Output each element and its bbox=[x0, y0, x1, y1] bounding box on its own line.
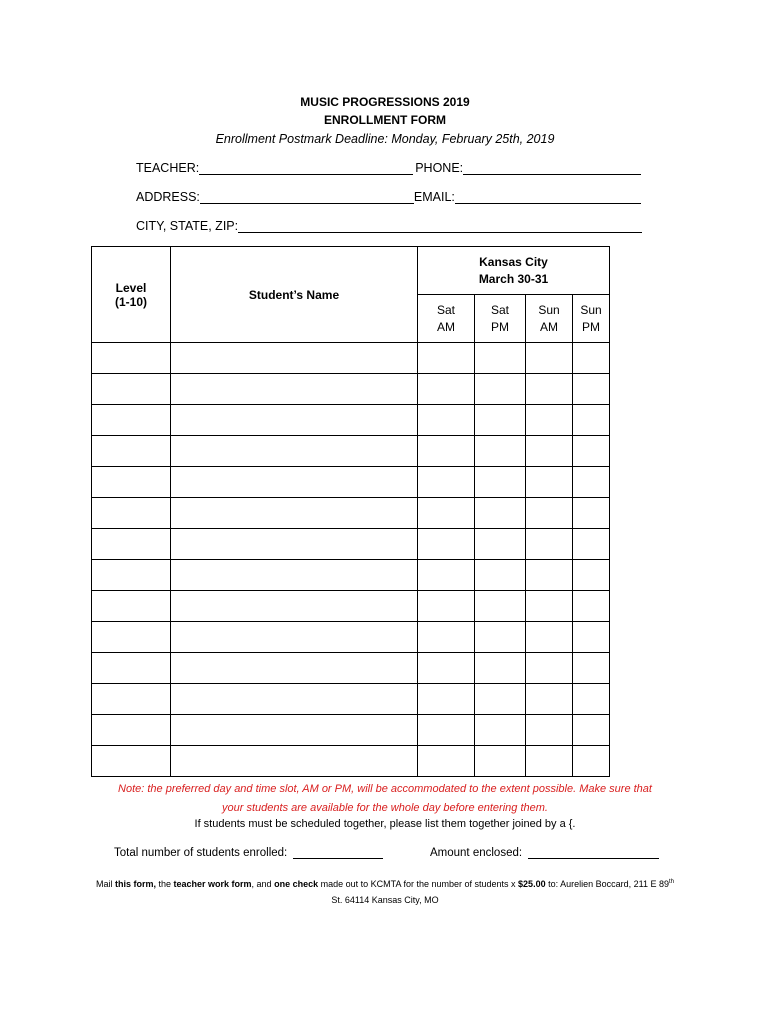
slot-header bbox=[475, 295, 526, 343]
mail-bold-3: one check bbox=[274, 879, 319, 889]
sat-pm-cell[interactable] bbox=[475, 405, 526, 436]
table-row bbox=[92, 343, 610, 374]
city-field[interactable] bbox=[238, 220, 642, 233]
student-name-cell[interactable] bbox=[171, 715, 418, 746]
email-field[interactable] bbox=[455, 191, 641, 204]
phone-label: PHONE: bbox=[415, 161, 464, 175]
mailing-line2: St. 64114 Kansas City, MO bbox=[331, 895, 439, 905]
sun-pm-cell[interactable] bbox=[573, 405, 610, 436]
sat-pm-cell[interactable] bbox=[475, 715, 526, 746]
sun-am-cell[interactable] bbox=[526, 405, 573, 436]
student-name-cell[interactable] bbox=[171, 591, 418, 622]
city-row bbox=[136, 219, 642, 233]
total-enrolled-row bbox=[114, 846, 383, 859]
total-enrolled-label: Total number of students enrolled: bbox=[114, 847, 288, 859]
level-header bbox=[92, 247, 171, 343]
sun-am-cell[interactable] bbox=[526, 684, 573, 715]
level-header-line2: (1-10) bbox=[114, 294, 147, 309]
sun-am-cell[interactable] bbox=[526, 343, 573, 374]
mailing-line1 bbox=[0, 874, 770, 892]
slot-time: AM bbox=[437, 319, 455, 334]
mail-bold-4: $25.00 bbox=[518, 879, 546, 889]
sun-pm-cell[interactable] bbox=[573, 498, 610, 529]
sat-pm-cell[interactable] bbox=[475, 529, 526, 560]
student-name-cell[interactable] bbox=[171, 746, 418, 777]
sat-pm-cell[interactable] bbox=[475, 343, 526, 374]
sat-pm-cell[interactable] bbox=[475, 653, 526, 684]
form-subtitle: ENROLLMENT FORM bbox=[324, 113, 446, 127]
sat-pm-cell[interactable] bbox=[475, 560, 526, 591]
sun-am-cell[interactable] bbox=[526, 467, 573, 498]
sat-am-cell[interactable] bbox=[418, 715, 475, 746]
level-cell[interactable] bbox=[92, 498, 171, 529]
mail-text-3: , and bbox=[251, 879, 275, 889]
sun-pm-cell[interactable] bbox=[573, 436, 610, 467]
mail-text-5: to: Aurelien Boccard, 211 E 89 bbox=[545, 879, 669, 889]
location-header bbox=[418, 247, 610, 295]
sat-am-cell[interactable] bbox=[418, 436, 475, 467]
student-name-cell[interactable] bbox=[171, 622, 418, 653]
table-row bbox=[92, 622, 610, 653]
student-name-cell[interactable] bbox=[171, 684, 418, 715]
table-row bbox=[92, 684, 610, 715]
sun-pm-cell[interactable] bbox=[573, 622, 610, 653]
student-name-cell[interactable] bbox=[171, 467, 418, 498]
sat-am-cell[interactable] bbox=[418, 374, 475, 405]
mail-superscript: th bbox=[669, 879, 675, 885]
sun-am-cell[interactable] bbox=[526, 374, 573, 405]
table-row bbox=[92, 560, 610, 591]
student-name-cell[interactable] bbox=[171, 374, 418, 405]
sat-am-cell[interactable] bbox=[418, 746, 475, 777]
sun-am-cell[interactable] bbox=[526, 715, 573, 746]
slot-header bbox=[526, 295, 573, 343]
slot-day: Sun bbox=[580, 302, 602, 317]
sun-pm-cell[interactable] bbox=[573, 591, 610, 622]
sun-am-cell[interactable] bbox=[526, 622, 573, 653]
student-name-cell[interactable] bbox=[171, 343, 418, 374]
student-name-cell[interactable] bbox=[171, 498, 418, 529]
slot-time: PM bbox=[582, 319, 600, 334]
sat-pm-cell[interactable] bbox=[475, 746, 526, 777]
level-cell[interactable] bbox=[92, 653, 171, 684]
level-cell[interactable] bbox=[92, 746, 171, 777]
sun-pm-cell[interactable] bbox=[573, 715, 610, 746]
table-row bbox=[92, 529, 610, 560]
sat-am-cell[interactable] bbox=[418, 467, 475, 498]
level-cell[interactable] bbox=[92, 715, 171, 746]
student-name-header: Student’s Name bbox=[171, 247, 418, 343]
sat-pm-cell[interactable] bbox=[475, 591, 526, 622]
sat-am-cell[interactable] bbox=[418, 684, 475, 715]
sun-am-cell[interactable] bbox=[526, 746, 573, 777]
sun-am-cell[interactable] bbox=[526, 653, 573, 684]
teacher-field[interactable] bbox=[199, 162, 413, 175]
table-row bbox=[92, 715, 610, 746]
sun-pm-cell[interactable] bbox=[573, 653, 610, 684]
table-row bbox=[92, 591, 610, 622]
level-cell[interactable] bbox=[92, 622, 171, 653]
amount-enclosed-field[interactable] bbox=[528, 846, 659, 859]
mail-text-4: made out to KCMTA for the number of students x bbox=[318, 879, 519, 889]
level-cell[interactable] bbox=[92, 684, 171, 715]
sun-pm-cell[interactable] bbox=[573, 467, 610, 498]
sun-am-cell[interactable] bbox=[526, 498, 573, 529]
table-row bbox=[92, 436, 610, 467]
deadline-text: Enrollment Postmark Deadline: Monday, February 25th, 2019 bbox=[215, 132, 555, 146]
location-dates: March 30-31 bbox=[478, 271, 549, 286]
table-row bbox=[92, 467, 610, 498]
level-cell[interactable] bbox=[92, 405, 171, 436]
mail-text-1: Mail bbox=[95, 879, 115, 889]
sat-pm-cell[interactable] bbox=[475, 622, 526, 653]
form-title: MUSIC PROGRESSIONS 2019 bbox=[300, 95, 470, 109]
city-label: CITY, STATE, ZIP: bbox=[136, 219, 239, 233]
sun-pm-cell[interactable] bbox=[573, 684, 610, 715]
student-name-cell[interactable] bbox=[171, 653, 418, 684]
email-label: EMAIL: bbox=[413, 190, 455, 204]
location-city: Kansas City bbox=[479, 254, 548, 269]
slot-day: Sat bbox=[490, 302, 509, 317]
total-enrolled-field[interactable] bbox=[293, 846, 383, 859]
student-name-cell[interactable] bbox=[171, 405, 418, 436]
enrollment-table bbox=[91, 246, 610, 777]
note-line2: your students are available for the whole day before entering them. bbox=[222, 802, 548, 814]
note-line1: Note: the preferred day and time slot, AM or PM, will be accommodated to the extent possible. Make sure that bbox=[118, 783, 652, 795]
level-cell[interactable] bbox=[92, 467, 171, 498]
slot-time: AM bbox=[540, 319, 558, 334]
sun-pm-cell[interactable] bbox=[573, 343, 610, 374]
table-row bbox=[92, 374, 610, 405]
table-header-row bbox=[92, 247, 610, 295]
address-row bbox=[136, 190, 641, 204]
sat-pm-cell[interactable] bbox=[475, 684, 526, 715]
sat-pm-cell[interactable] bbox=[475, 436, 526, 467]
sun-pm-cell[interactable] bbox=[573, 374, 610, 405]
level-cell[interactable] bbox=[92, 591, 171, 622]
student-name-cell[interactable] bbox=[171, 529, 418, 560]
student-name-cell[interactable] bbox=[171, 560, 418, 591]
sun-am-cell[interactable] bbox=[526, 560, 573, 591]
slot-time: PM bbox=[491, 319, 509, 334]
amount-enclosed-label: Amount enclosed: bbox=[430, 847, 523, 859]
sun-am-cell[interactable] bbox=[526, 529, 573, 560]
grouping-instruction: If students must be scheduled together, please list them together joined by a {. bbox=[194, 818, 576, 830]
level-cell[interactable] bbox=[92, 560, 171, 591]
sat-am-cell[interactable] bbox=[418, 560, 475, 591]
slot-header bbox=[418, 295, 475, 343]
sat-pm-cell[interactable] bbox=[475, 467, 526, 498]
table-row bbox=[92, 405, 610, 436]
sun-am-cell[interactable] bbox=[526, 591, 573, 622]
note-text bbox=[0, 780, 770, 818]
sat-am-cell[interactable] bbox=[418, 405, 475, 436]
mail-bold-1: this form, bbox=[114, 879, 156, 889]
table-row bbox=[92, 746, 610, 777]
amount-enclosed-row bbox=[430, 846, 659, 859]
table-body bbox=[92, 343, 610, 777]
slot-header bbox=[573, 295, 610, 343]
sun-pm-cell[interactable] bbox=[573, 560, 610, 591]
teacher-row bbox=[136, 161, 641, 175]
sat-am-cell[interactable] bbox=[418, 622, 475, 653]
slot-day: Sat bbox=[436, 302, 455, 317]
phone-field[interactable] bbox=[463, 162, 641, 175]
sat-am-cell[interactable] bbox=[418, 591, 475, 622]
sun-pm-cell[interactable] bbox=[573, 529, 610, 560]
mail-text-2: the bbox=[156, 879, 174, 889]
address-label: ADDRESS: bbox=[136, 190, 200, 204]
level-header-line1: Level bbox=[115, 280, 147, 295]
teacher-label: TEACHER: bbox=[136, 161, 200, 175]
sat-am-cell[interactable] bbox=[418, 343, 475, 374]
table-row bbox=[92, 498, 610, 529]
mail-bold-2: teacher work form bbox=[173, 879, 252, 889]
table-row bbox=[92, 653, 610, 684]
address-field[interactable] bbox=[200, 191, 414, 204]
sat-pm-cell[interactable] bbox=[475, 374, 526, 405]
sat-pm-cell[interactable] bbox=[475, 498, 526, 529]
sun-am-cell[interactable] bbox=[526, 436, 573, 467]
level-cell[interactable] bbox=[92, 343, 171, 374]
sat-am-cell[interactable] bbox=[418, 498, 475, 529]
level-cell[interactable] bbox=[92, 436, 171, 467]
student-name-cell[interactable] bbox=[171, 436, 418, 467]
sat-am-cell[interactable] bbox=[418, 529, 475, 560]
sat-am-cell[interactable] bbox=[418, 653, 475, 684]
level-cell[interactable] bbox=[92, 374, 171, 405]
slot-day: Sun bbox=[538, 302, 560, 317]
sun-pm-cell[interactable] bbox=[573, 746, 610, 777]
level-cell[interactable] bbox=[92, 529, 171, 560]
mailing-instructions bbox=[0, 874, 770, 908]
